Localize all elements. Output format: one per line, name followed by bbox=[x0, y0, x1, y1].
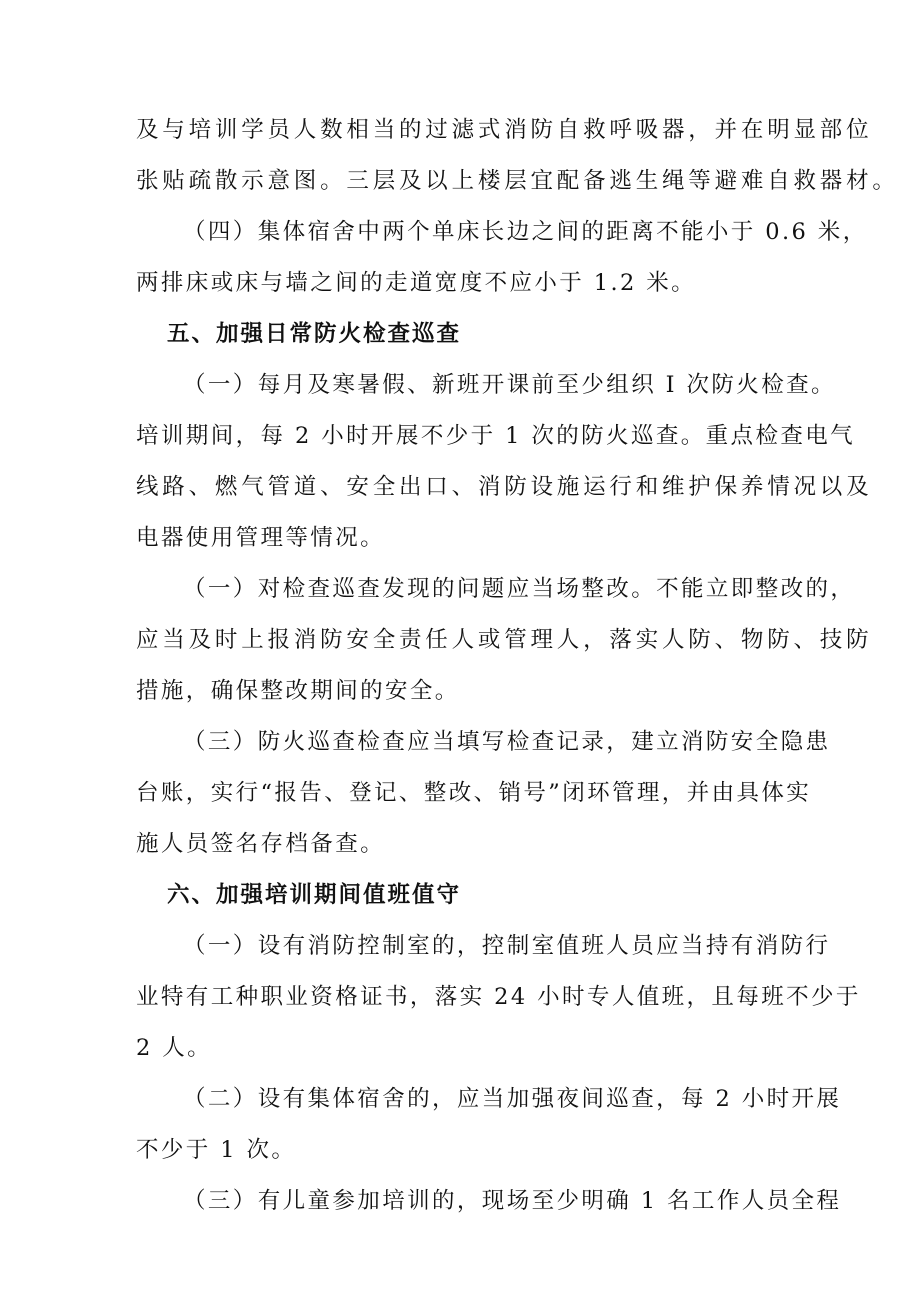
paragraph-line: 施人员签名存档备查。 bbox=[136, 831, 386, 857]
paragraph-line: 不少于 1 次。 bbox=[136, 1137, 297, 1163]
paragraph-line: 线路、燃气管道、安全出口、消防设施运行和维护保养情况以及 bbox=[136, 474, 873, 500]
paragraph-line: 培训期间，每 2 小时开展不少于 1 次的防火巡查。重点检查电气 bbox=[136, 423, 856, 449]
paragraph-line: （三）有儿童参加培训的，现场至少明确 1 名工作人员全程 bbox=[183, 1188, 842, 1214]
paragraph-line: （一）设有消防控制室的，控制室值班人员应当持有消防行 bbox=[183, 933, 831, 959]
paragraph-line: （一）对检查巡查发现的问题应当场整改。不能立即整改的， bbox=[183, 576, 856, 602]
paragraph-line: （四）集体宿舍中两个单床长边之间的距离不能小于 0.6 米， bbox=[183, 219, 868, 245]
paragraph-line: 措施，确保整改期间的安全。 bbox=[136, 678, 460, 704]
paragraph-line: 电器使用管理等情况。 bbox=[136, 525, 386, 551]
paragraph-line: 业特有工种职业资格证书，落实 24 小时专人值班，且每班不少于 bbox=[136, 984, 861, 1010]
paragraph-line: 应当及时上报消防安全责任人或管理人，落实人防、物防、技防 bbox=[136, 627, 873, 653]
paragraph-line: 台账，实行“报告、登记、整改、销号”闭环管理，并由具体实 bbox=[136, 780, 812, 806]
paragraph-line: 2 人。 bbox=[136, 1035, 213, 1061]
paragraph-line: （三）防火巡查检查应当填写检查记录，建立消防安全隐患 bbox=[183, 729, 831, 755]
section-heading: 六、加强培训期间值班值守 bbox=[167, 882, 462, 908]
paragraph-line: （一）每月及寒暑假、新班开课前至少组织 I 次防火检查。 bbox=[183, 372, 836, 398]
section-heading: 五、加强日常防火检查巡查 bbox=[167, 321, 462, 347]
paragraph-line: 及与培训学员人数相当的过滤式消防自救呼吸器，并在明显部位 bbox=[136, 117, 873, 143]
paragraph-line: 两排床或床与墙之间的走道宽度不应小于 1.2 米。 bbox=[136, 270, 697, 296]
paragraph-line: 张贴疏散示意图。三层及以上楼层宜配备逃生绳等避难自救器材。 bbox=[136, 168, 899, 194]
paragraph-line: （二）设有集体宿舍的，应当加强夜间巡查，每 2 小时开展 bbox=[183, 1086, 842, 1112]
